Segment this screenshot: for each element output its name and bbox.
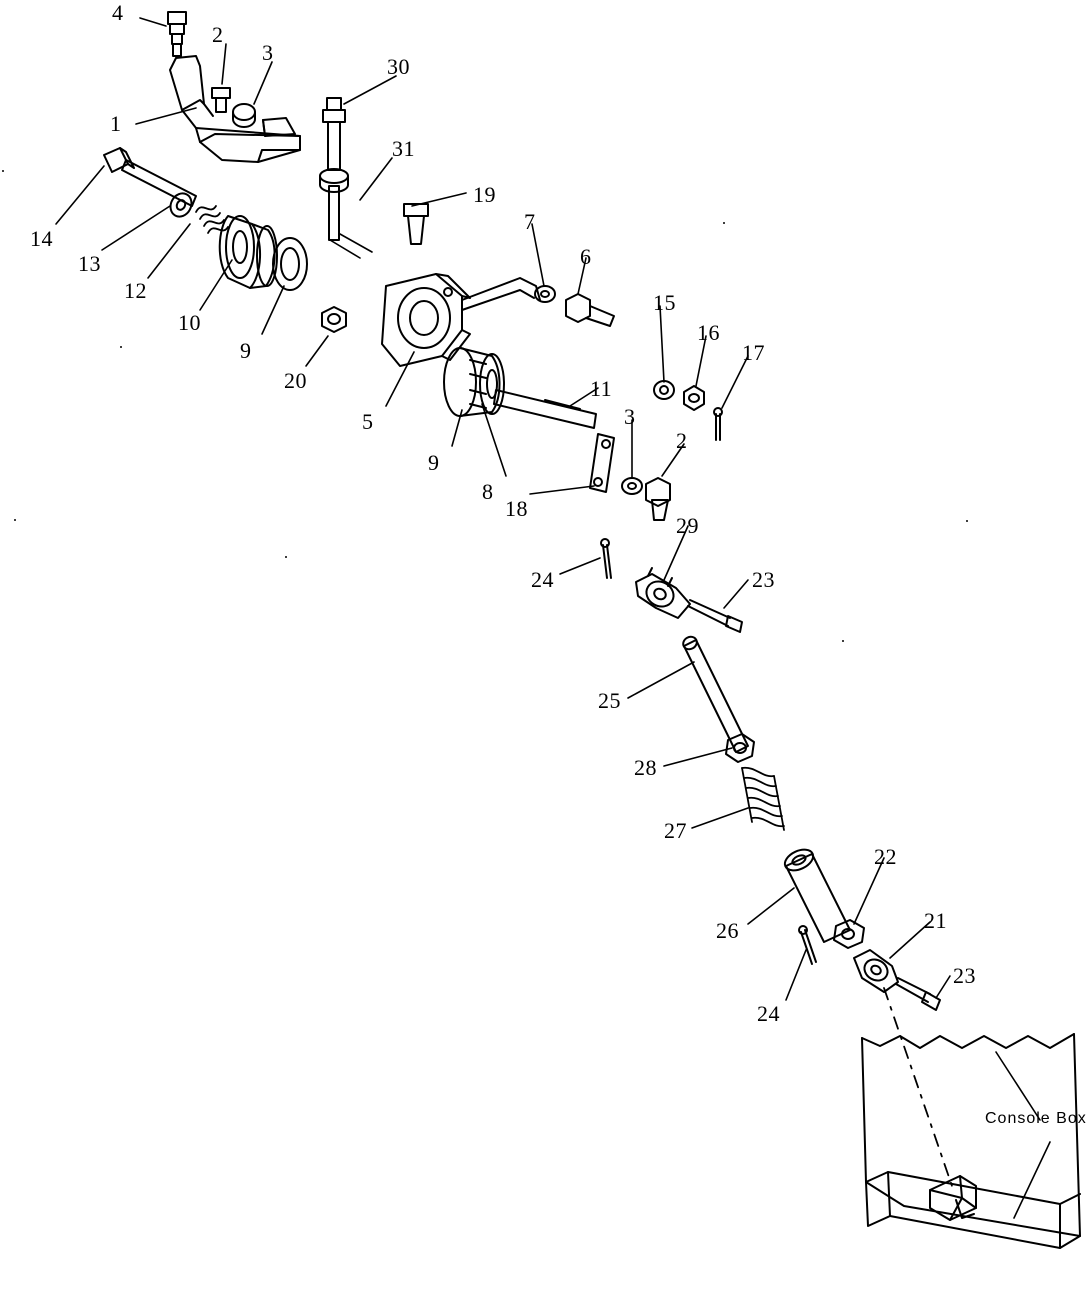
callout-26: 26	[716, 918, 739, 943]
part-30-stud	[320, 98, 348, 240]
callout-12: 12	[124, 278, 147, 303]
assembly-dash-line	[884, 988, 952, 1186]
scan-speck	[120, 346, 122, 348]
callout-11: 11	[590, 376, 613, 401]
callout-20: 20	[284, 368, 307, 393]
scan-speck	[2, 170, 4, 172]
scan-speck	[723, 222, 725, 224]
callout-28: 28	[634, 755, 657, 780]
callout-16: 16	[697, 320, 720, 345]
part-18-link	[590, 434, 614, 492]
scan-speck	[14, 519, 16, 521]
callout-24-lower: 24	[757, 1001, 780, 1026]
callout-24-upper: 24	[531, 567, 554, 592]
callout-23-lower: 23	[953, 963, 976, 988]
part-27-spring	[742, 768, 784, 830]
part-14-bolt	[104, 148, 196, 206]
part-29-rod-end	[636, 568, 690, 618]
part-24-cotter-lower	[799, 926, 816, 964]
part-3-washer-lower	[622, 478, 642, 494]
part-23-bolt-upper	[688, 600, 742, 632]
part-8-drum-right	[444, 348, 504, 416]
callout-3-upper: 3	[262, 40, 274, 65]
callout-5: 5	[362, 409, 374, 434]
part-17-cotter-pin	[714, 408, 722, 440]
callout-9-right: 9	[428, 450, 440, 475]
part-20-nut	[322, 307, 346, 332]
console-box-label: Console Box	[985, 1110, 1087, 1127]
part-11-rod	[494, 390, 596, 428]
part-6-bolt	[566, 294, 614, 326]
console-box	[862, 1034, 1080, 1248]
part-24-cotter-upper	[601, 539, 611, 578]
callout-18: 18	[505, 496, 528, 521]
part-31-lines	[330, 234, 372, 258]
callout-27: 27	[664, 818, 687, 843]
scan-speck	[966, 520, 968, 522]
part-23-bolt-lower	[896, 978, 940, 1010]
callout-2-lower: 2	[676, 428, 688, 453]
callout-22: 22	[874, 844, 897, 869]
callout-17: 17	[742, 340, 765, 365]
part-26-sleeve	[782, 846, 850, 942]
part-16-nut	[684, 386, 704, 410]
callout-21: 21	[924, 908, 947, 933]
part-9-oring-left	[273, 238, 307, 290]
scan-speck	[842, 640, 844, 642]
part-15-washer	[654, 381, 674, 399]
part-4-pin	[168, 12, 186, 56]
callout-31: 31	[392, 136, 415, 161]
callout-7: 7	[524, 209, 536, 234]
linkage-plate-upper	[462, 278, 540, 310]
part-2-bolt-upper	[212, 88, 255, 127]
callout-13: 13	[78, 251, 101, 276]
part-25-rod	[681, 634, 748, 752]
callout-23-upper: 23	[752, 567, 775, 592]
callout-6: 6	[580, 244, 592, 269]
part-5-bracket	[382, 274, 470, 366]
part-10-drum	[220, 216, 277, 288]
callout-10: 10	[178, 310, 201, 335]
callout-29: 29	[676, 513, 699, 538]
callout-4: 4	[112, 0, 124, 25]
part-22-nut	[834, 920, 864, 948]
callout-25: 25	[598, 688, 621, 713]
callout-3-lower: 3	[624, 404, 636, 429]
callout-leaders	[56, 18, 950, 1000]
callout-8: 8	[482, 479, 494, 504]
callout-1: 1	[110, 111, 122, 136]
callout-15: 15	[653, 290, 676, 315]
callout-9-left: 9	[240, 338, 252, 363]
scan-speck	[285, 556, 287, 558]
callout-30: 30	[387, 54, 410, 79]
callout-2-upper: 2	[212, 22, 224, 47]
callout-19: 19	[473, 182, 496, 207]
part-19-bolt	[404, 204, 428, 244]
callout-14: 14	[30, 226, 53, 251]
part-12-spring	[196, 206, 228, 233]
part-2-bolt-lower	[646, 478, 670, 520]
